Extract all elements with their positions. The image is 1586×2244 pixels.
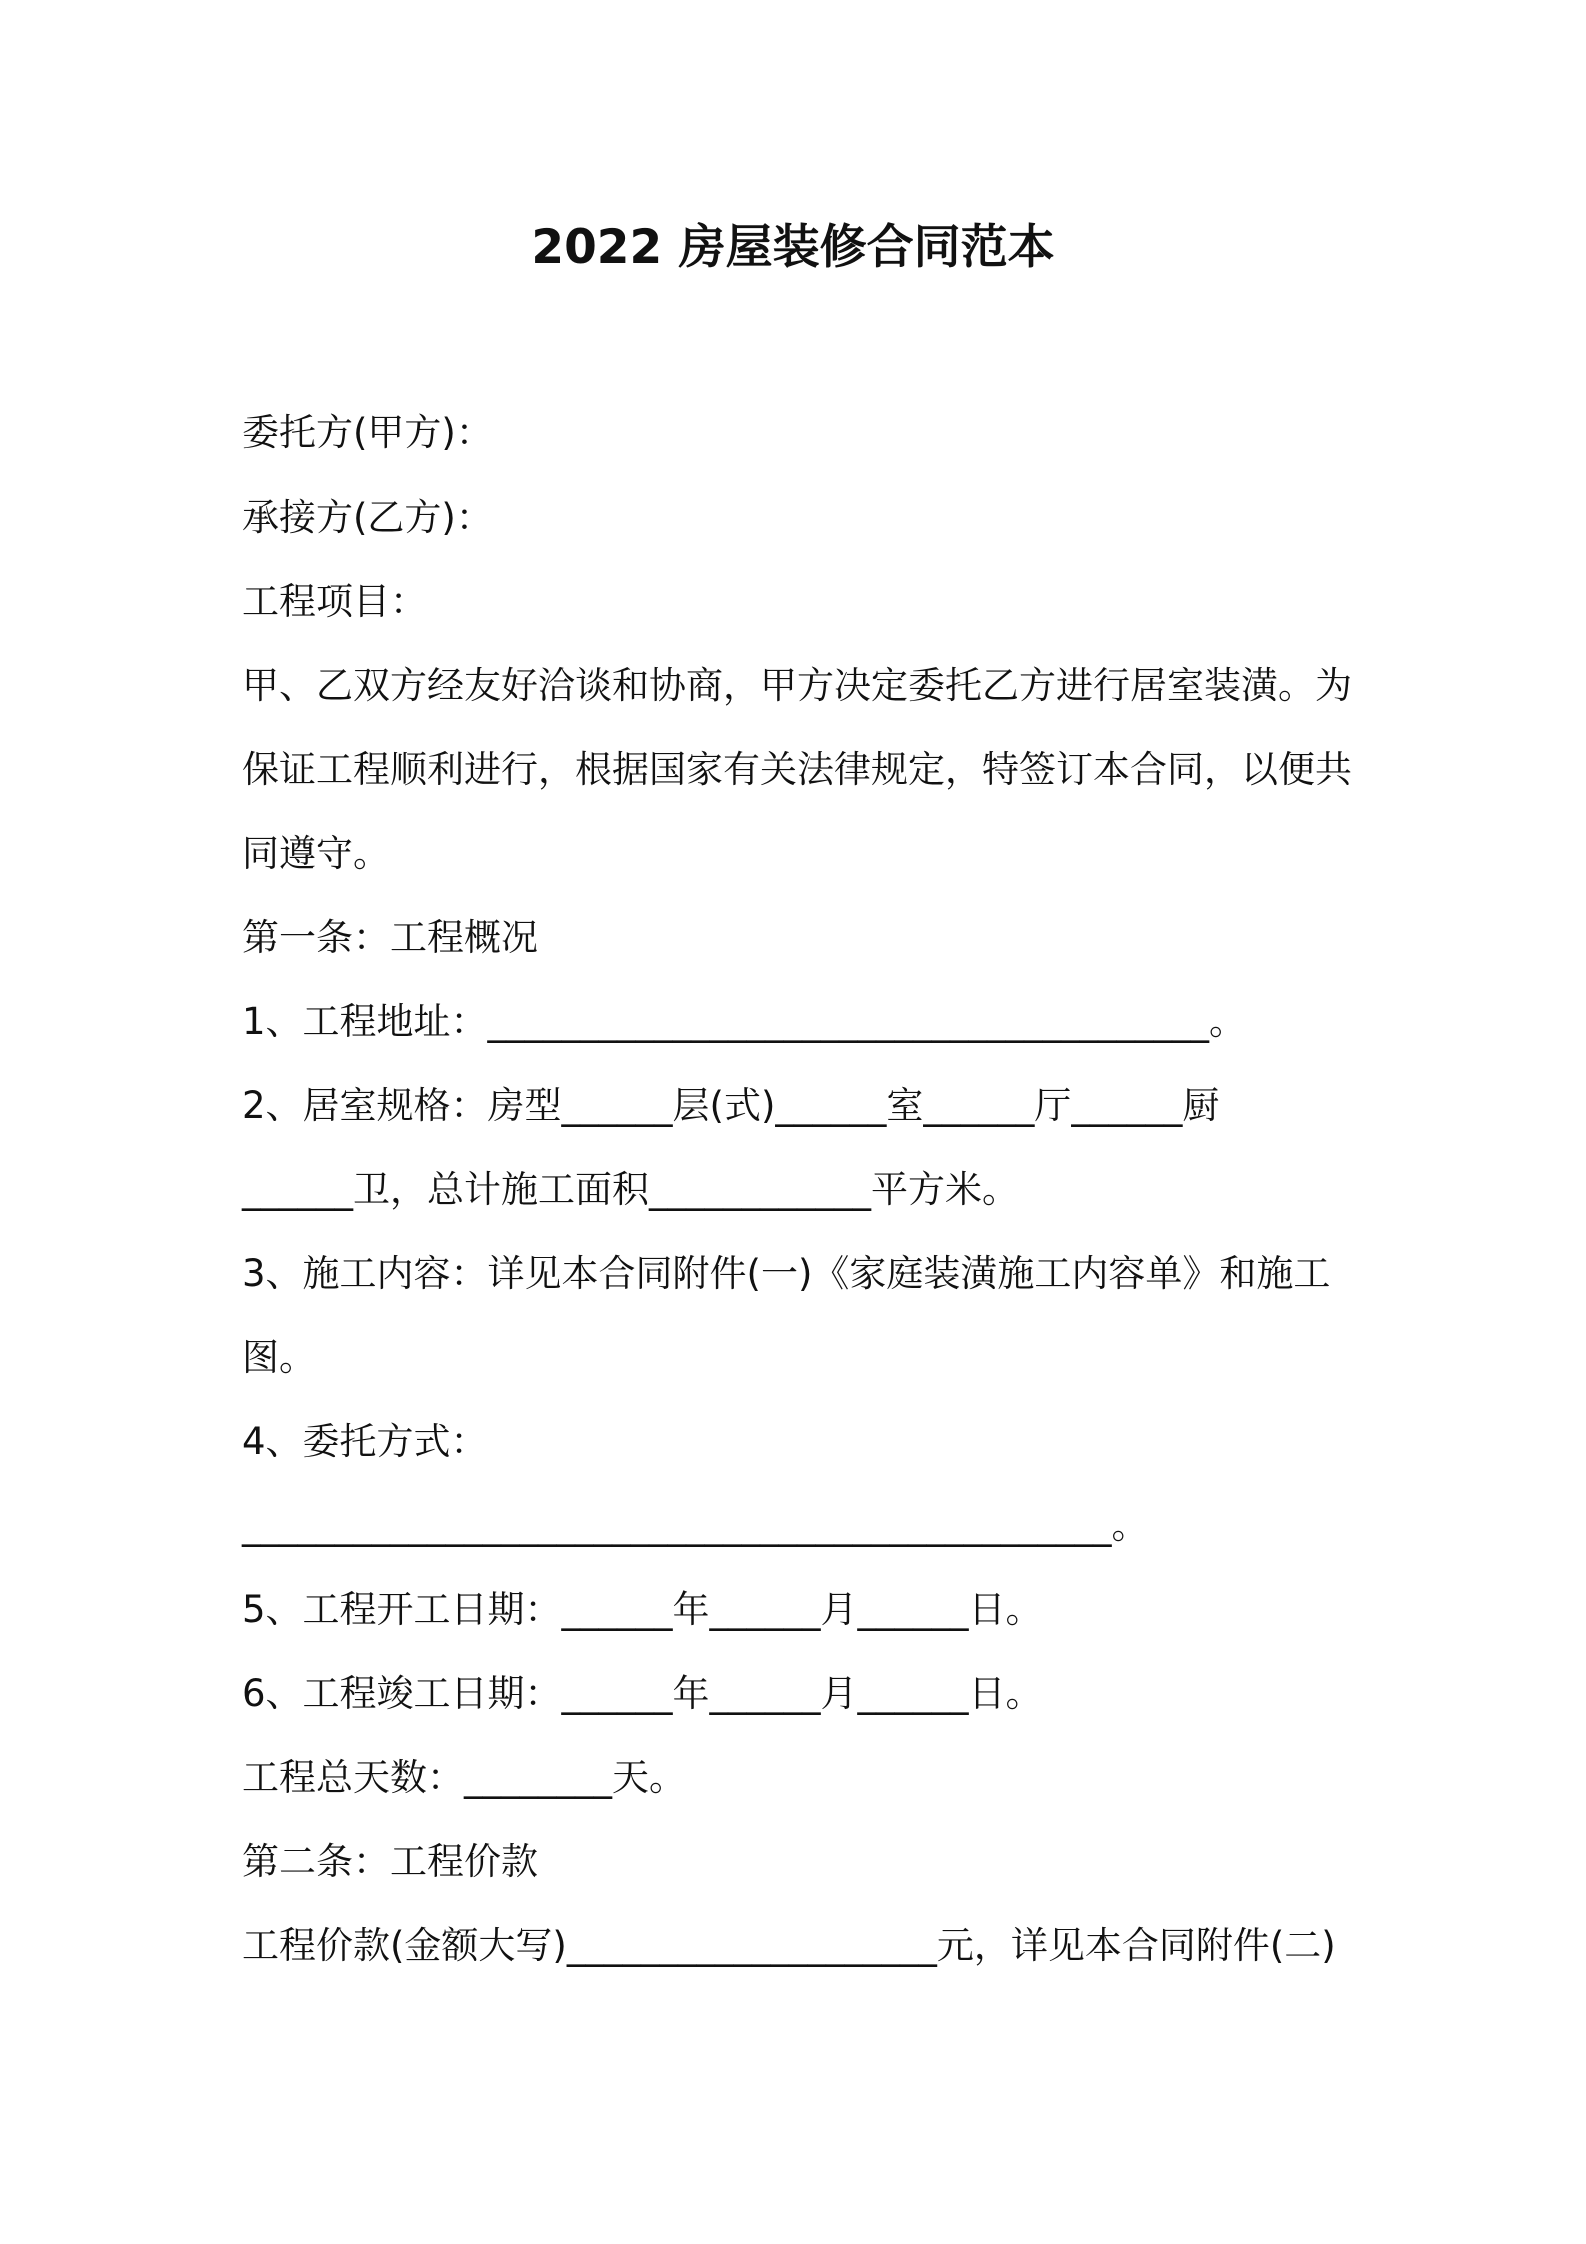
preamble-line-2: 保证工程顺利进行，根据国家有关法律规定，特签订本合同，以便共 — [242, 748, 1352, 791]
article-2-heading: 第二条：工程价款 — [242, 1840, 538, 1883]
start-date-line: 5、工程开工日期：______年______月______日。 — [242, 1588, 1043, 1631]
document-title: 2022 房屋装修合同范本 — [531, 220, 1055, 275]
contractor-party-line: 承接方(乙方)： — [242, 496, 493, 539]
total-days-line: 工程总天数：________天。 — [242, 1756, 686, 1799]
completion-date-line: 6、工程竣工日期：______年______月______日。 — [242, 1672, 1043, 1715]
project-line: 工程项目： — [242, 580, 427, 623]
project-price-line: 工程价款(金额大写)____________________元，详见本合同附件(二) — [242, 1924, 1336, 1967]
room-spec-line-2: ______卫，总计施工面积____________平方米。 — [242, 1168, 1019, 1211]
preamble-line-1: 甲、乙双方经友好洽谈和协商，甲方决定委托乙方进行居室装潢。为 — [242, 664, 1352, 707]
construction-content-line-1: 3、施工内容：详见本合同附件(一)《家庭装潢施工内容单》和施工 — [242, 1252, 1331, 1295]
client-party-line: 委托方(甲方)： — [242, 411, 493, 454]
construction-content-line-2: 图。 — [242, 1336, 316, 1379]
preamble-line-3: 同遵守。 — [242, 832, 390, 875]
room-spec-line-1: 2、居室规格：房型______层(式)______室______厅______厨 — [242, 1084, 1220, 1127]
article-1-heading: 第一条：工程概况 — [242, 916, 538, 959]
commission-method-line: 4、委托方式： — [242, 1420, 488, 1463]
project-address-line: 1、工程地址：_______________________________________。 — [242, 1000, 1247, 1043]
commission-method-blank: _______________________________________________。 — [242, 1504, 1149, 1547]
